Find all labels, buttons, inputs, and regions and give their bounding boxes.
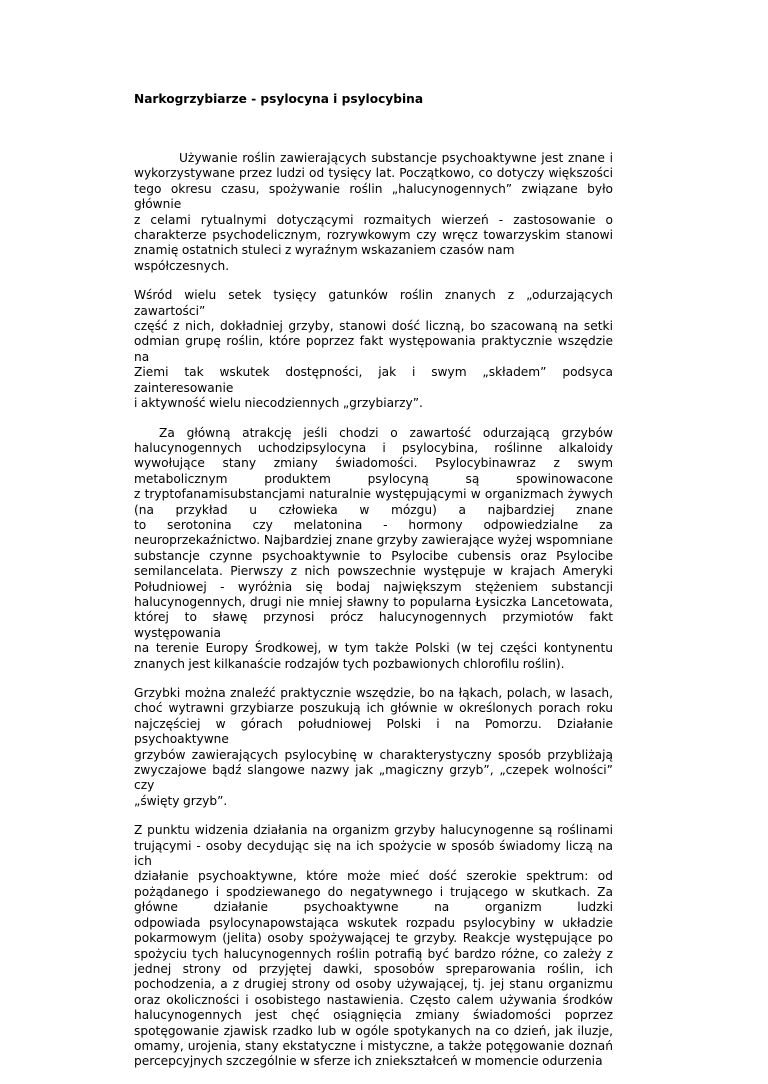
paragraph-line: z celami rytualnymi dotyczącymi rozmaitych wierzeń - zastosowanie o: [134, 212, 613, 227]
paragraph-line: część z nich, dokładniej grzyby, stanowi dość liczną, bo szacowaną na setki: [134, 319, 613, 334]
paragraph-line: wykorzystywane przez ludzi od tysięcy lat. Początkowo, co dotyczy większości: [134, 166, 613, 181]
paragraph-line: omamy, urojenia, stany ekstatyczne i mistyczne, a także potęgowanie doznań: [134, 1038, 613, 1053]
paragraph-line: zwyczajowe bądź slangowe nazwy jak „magiczny grzyb”, „czepek wolności” czy: [134, 763, 613, 793]
paragraph-line: (na przykład u człowieka w mózgu) a najbardziej znane: [134, 502, 613, 517]
paragraph-line: Z punktu widzenia działania na organizm grzyby halucynogenne są roślinami: [134, 823, 613, 838]
paragraph-line: Używanie roślin zawierających substancje psychoaktywne jest znane i: [179, 151, 613, 165]
paragraph-3: [134, 426, 613, 673]
paragraph-line: najczęściej w górach południowej Polski i na Pomorzu. Działanie psychoaktywne: [134, 716, 613, 747]
paragraph-line: to serotonina czy melatonina - hormony odpowiedzialne za: [134, 517, 613, 532]
paragraph-line: Wśród wielu setek tysięcy gatunków roślin znanych z „odurzających zawartości”: [134, 288, 613, 318]
document-page: [134, 92, 613, 1084]
paragraph-line: semilancelata. Pierwszy z nich powszechnie występuje w krajach Ameryki: [134, 564, 613, 579]
paragraph-line: na terenie Europy Środkowej, w tym także Polski (w tej części kontynentu: [134, 641, 613, 656]
paragraph-line: pożądanego i spodziewanego do negatywnego i trującego w skutkach. Za: [134, 884, 613, 899]
paragraph-line: Południowej - wyróżnia się bodaj największym stężeniem substancji: [134, 579, 613, 594]
paragraph-line: metabolicznym produktem psylocyną są spowinowacone: [134, 471, 613, 486]
paragraph-line: znanych jest kilkanaście rodzajów tych pozbawionych chlorofilu roślin).: [134, 656, 565, 671]
paragraph-line: wywołujące stany zmiany świadomości. Psylocybinawraz z swym: [134, 456, 613, 471]
paragraph-line: charakterze psychodelicznym, rozrywkowym czy wręcz towarzyskim stanowi: [134, 228, 613, 243]
paragraph-line: z tryptofanamisubstancjami naturalnie występującymi w organizmach żywych: [134, 487, 613, 502]
paragraph-line: jednej strony od przyjętej dawki, sposobów spreparowania roślin, ich: [134, 961, 613, 976]
paragraph-1: [134, 151, 613, 274]
paragraph-4: [134, 686, 613, 809]
paragraph-line: halucynogennych uchodzipsylocyna i psylocybina, roślinne alkaloidy: [134, 440, 613, 455]
paragraph-line: oraz okoliczności i osobistego nastawienia. Często calem używania środków: [134, 992, 613, 1007]
paragraph-line: Grzybki można znaleźć praktycznie wszędzie, bo na łąkach, polach, w lasach,: [134, 686, 613, 700]
paragraph-line: halucynogennych, drugi nie mniej sławny to popularna Łysiczka Lancetowata,: [134, 594, 613, 609]
paragraph-line: odpowiada psylocynapowstająca wskutek rozpadu psylocybiny w układzie: [134, 915, 613, 930]
paragraph-line: substancje czynne psychoaktywnie to Psylocibe cubensis oraz Psylocibe: [134, 548, 613, 563]
paragraph-line: Ziemi tak wskutek dostępności, jak i swym „składem” podsyca zainteresowanie: [134, 365, 613, 395]
paragraph-line: główne działanie psychoaktywne na organizm ludzki: [134, 900, 613, 915]
paragraph-line: choć wytrawni grzybiarze poszukują ich głównie w określonych porach roku: [134, 701, 613, 716]
paragraph-line: działanie psychoaktywne, które może mieć dość szerokie spektrum: od: [134, 869, 613, 884]
paragraph-5: [134, 823, 613, 1070]
paragraph-line: „święty grzyb”.: [134, 793, 228, 808]
paragraph-line: neuroprzekaźnictwo. Najbardziej znane grzyby zawierające wyżej wspomniane: [134, 533, 613, 548]
paragraph-line: percepcyjnych szczególnie w sferze ich zniekształceń w momencie odurzenia: [134, 1054, 603, 1069]
paragraph-line: odmian grupę roślin, które poprzez fakt występowania praktycznie wszędzie na: [134, 334, 613, 364]
paragraph-line: spotęgowanie zjawisk rzadko lub w ogóle spotykanych na co dzień, jak iluzje,: [134, 1023, 613, 1038]
paragraph-2: [134, 288, 613, 411]
paragraph-line: której to sławę przynosi prócz halucynogennych przymiotów fakt występowania: [134, 610, 613, 640]
paragraph-line: znamię ostatnich stuleci z wyraźnym wskazaniem czasów nam współczesnych.: [134, 243, 515, 273]
paragraph-line: halucynogennych jest chęć osiągnięcia zmiany świadomości poprzez: [134, 1008, 613, 1023]
paragraph-line: tego okresu czasu, spożywanie roślin „halucynogennych” związane było głównie: [134, 181, 613, 212]
paragraph-line: i aktywność wielu niecodziennych „grzybiarzy”.: [134, 396, 423, 411]
paragraph-line: Za główną atrakcję jeśli chodzi o zawartość odurzającą grzybów: [159, 425, 613, 440]
paragraph-line: spożyciu tych halucynogennych roślin potrafią być bardzo różne, co zależy z: [134, 946, 613, 961]
paragraph-line: grzybów zawierających psylocybinę w charakterystyczny sposób przybliżają: [134, 747, 613, 762]
paragraph-line: pochodzenia, a z drugiej strony od osoby używającej, tj. jej stanu organizmu: [134, 977, 613, 992]
paragraph-line: pokarmowym (jelita) osoby spożywającej te grzyby. Reakcje występujące po: [134, 931, 613, 946]
paragraph-line: trującymi - osoby decydując się na ich spożycie w sposób świadomy liczą na ich: [134, 838, 613, 869]
document-title: Narkogrzybiarze - psylocyna i psylocybina: [134, 92, 424, 106]
